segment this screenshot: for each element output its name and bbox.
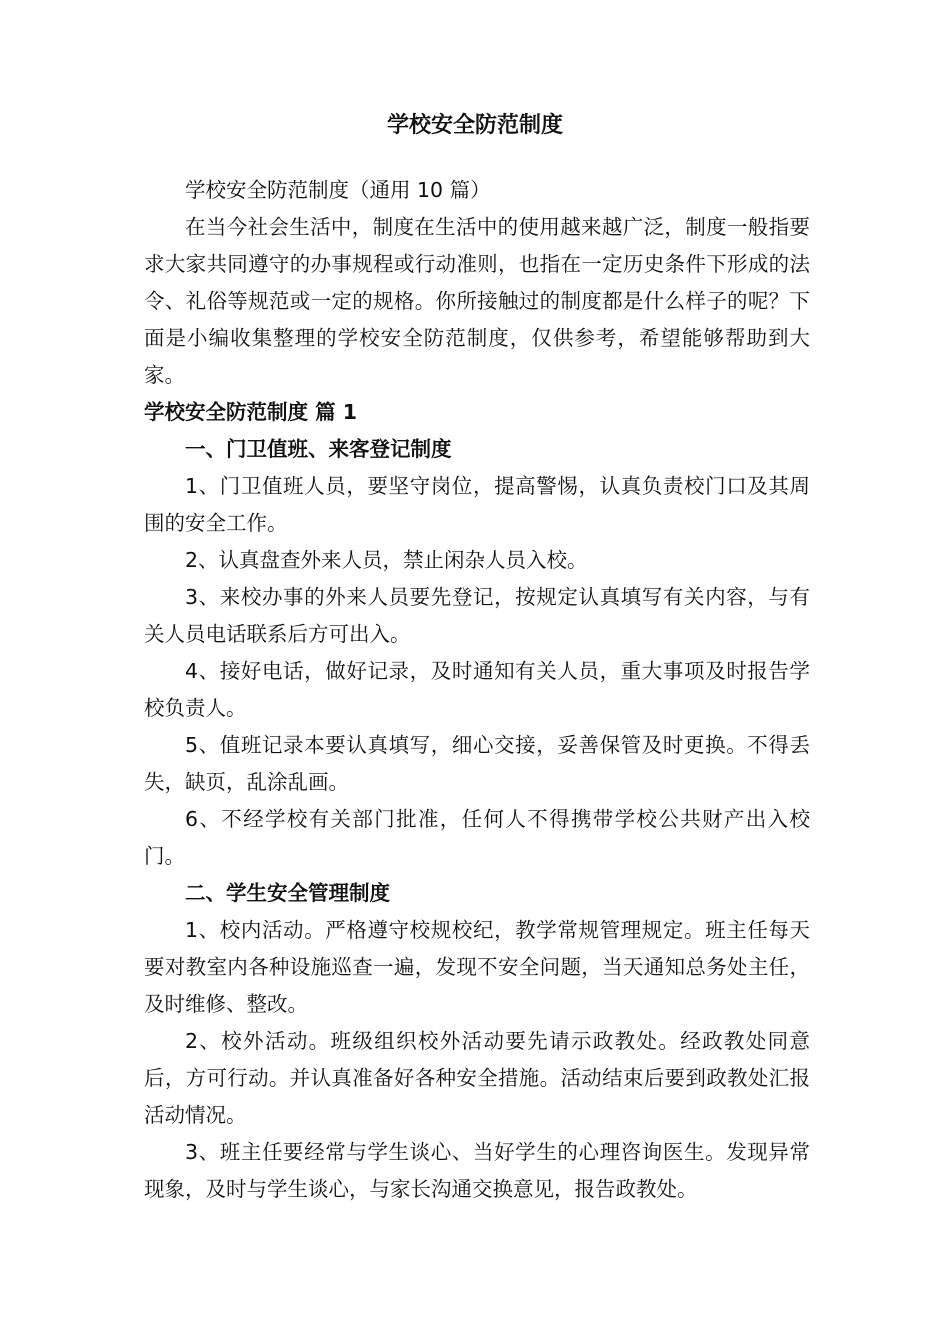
list-item: 3、班主任要经常与学生谈心、当好学生的心理咨询医生。发现异常现象，及时与学生谈心，与家长沟通交换意见，报告政教处。 xyxy=(144,1140,810,1201)
document-body xyxy=(144,172,810,1208)
list-item: 2、校外活动。班级组织校外活动要先请示政教处。经政教处同意后，方可行动。并认真准备好各种安全措施。活动结束后要到政教处汇报活动情况。 xyxy=(144,1029,810,1127)
list-item: 1、门卫值班人员，要坚守岗位，提高警惕，认真负责校门口及其周围的安全工作。 xyxy=(144,474,810,535)
section-heading: 一、门卫值班、来客登记制度 xyxy=(185,437,452,461)
chapter-heading: 学校安全防范制度 篇 1 xyxy=(144,400,358,424)
subtitle-paragraph: 学校安全防范制度（通用 10 篇） xyxy=(185,178,491,202)
list-item: 3、来校办事的外来人员要先登记，按规定认真填写有关内容，与有关人员电话联系后方可出入。 xyxy=(144,585,810,646)
section-heading: 二、学生安全管理制度 xyxy=(185,881,390,905)
list-item: 4、接好电话，做好记录，及时通知有关人员，重大事项及时报告学校负责人。 xyxy=(144,659,810,720)
list-item: 5、值班记录本要认真填写，细心交接，妥善保管及时更换。不得丢失，缺页，乱涂乱画。 xyxy=(144,733,810,794)
list-item: 2、认真盘查外来人员，禁止闲杂人员入校。 xyxy=(185,548,588,572)
document-title: 学校安全防范制度 xyxy=(386,113,563,138)
intro-paragraph: 在当今社会生活中，制度在生活中的使用越来越广泛，制度一般指要求大家共同遵守的办事规程或行动准则，也指在一定历史条件下形成的法令、礼俗等规范或一定的规格。你所接触过的制度都是什么样子的呢？下面是小编收集整理的学校安全防范制度，仅供参考，希望能够帮助到大家。 xyxy=(144,215,810,387)
list-item: 6、不经学校有关部门批准，任何人不得携带学校公共财产出入校门。 xyxy=(144,807,810,868)
list-item: 1、校内活动。严格遵守校规校纪，教学常规管理规定。班主任每天要对教室内各种设施巡查一遍，发现不安全问题，当天通知总务处主任，及时维修、整改。 xyxy=(144,918,810,1016)
